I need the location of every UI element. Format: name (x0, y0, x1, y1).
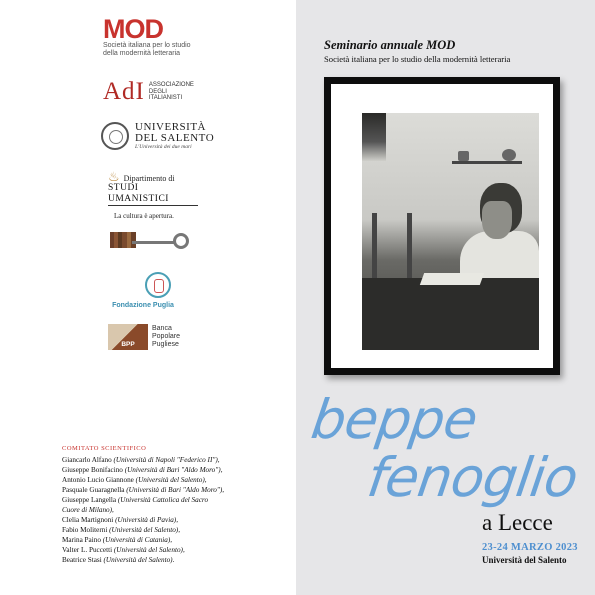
university-seal-icon (101, 122, 129, 150)
unisalento-text (135, 122, 214, 150)
dipartimento-logo (108, 170, 198, 220)
fondazione-puglia-emblem-icon (145, 272, 171, 298)
books-key-logo (110, 230, 190, 258)
committee-title: COMITATO SCIENTIFICO (62, 445, 147, 452)
oil-lamp-icon: ♨ (108, 169, 120, 184)
adi-logo (103, 78, 194, 106)
bpp-line3: Pugliese (152, 341, 179, 348)
picture-mat (331, 84, 553, 368)
unisalento-logo (101, 122, 214, 150)
dipartimento-line1: Dipartimento di (123, 174, 175, 183)
bpp-line1: Banca (152, 325, 172, 332)
books-icon (110, 232, 136, 248)
seminar-title: Seminario annuale MOD (324, 38, 456, 52)
picture-frame (324, 77, 560, 375)
adi-sub-3: ITALIANISTI (148, 95, 183, 102)
photo-shelf (452, 161, 522, 164)
committee-member: Giuseppe Langella (Università Cattolica del Sacro (62, 496, 209, 504)
bpp-name (152, 325, 180, 349)
mod-logo-line2: della modernità letteraria (103, 50, 181, 57)
committee-member: Marina Paino (Università di Catania), (62, 536, 173, 544)
unisalento-line1: UNIVERSITÀ (135, 121, 206, 133)
bpp-line2: Popolare (152, 333, 181, 340)
event-location: a Lecce (482, 510, 553, 535)
bpp-mark: BPP (108, 324, 148, 350)
photo-shelf-item (502, 149, 516, 161)
committee-member: Fabio Moliterni (Università del Salento), (62, 526, 180, 534)
adi-sub-1: ASSOCIAZIONE (148, 82, 194, 89)
adi-logo-subtitle (149, 82, 194, 102)
key-shaft (132, 241, 176, 244)
event-name-line2: fenoglio (363, 446, 582, 509)
committee-member: Giancarlo Alfano (Università di Napoli "Federico II"), (62, 456, 220, 464)
unisalento-motto: L'Università dei due mari (135, 144, 192, 150)
scientific-committee (62, 445, 292, 565)
dipartimento-line2: STUDI UMANISTICI (108, 183, 198, 206)
event-dates: 23-24 MARZO 2023 (482, 542, 578, 553)
committee-member: Valter L. Puccetti (Università del Salento), (62, 546, 185, 554)
mod-logo (103, 16, 223, 58)
photo-chair (372, 213, 412, 283)
seminar-subtitle: Società italiana per lo studio della modernità letteraria (324, 54, 511, 64)
committee-member: Cuore di Milano), (62, 506, 114, 514)
adi-logo-mark: AdI (103, 78, 145, 105)
committee-member: Pasquale Guaragnella (Università di Bari "Aldo Moro"), (62, 486, 225, 494)
dipartimento-tagline: La cultura è apertura. (114, 212, 174, 220)
fondazione-puglia-name: Fondazione Puglia (112, 302, 174, 309)
portrait-photo (362, 113, 539, 350)
photo-shelf-item (458, 151, 469, 161)
committee-member: Beatrice Stasi (Università del Salento). (62, 556, 175, 564)
event-venue: Università del Salento (482, 555, 567, 565)
adi-sub-2: DEGLI (148, 88, 167, 95)
event-name-line1: beppe (307, 388, 481, 451)
unisalento-line2: DEL SALENTO (135, 132, 215, 144)
mod-logo-mark: MOD (103, 14, 163, 44)
bpp-logo (108, 324, 180, 350)
committee-member: Antonio Lucio Giannone (Università del Salento), (62, 476, 207, 484)
fondazione-puglia-logo (112, 272, 198, 309)
key-icon (173, 233, 189, 249)
dipartimento-header (108, 170, 198, 183)
photo-figure-face (482, 201, 512, 239)
photo-paper (420, 273, 484, 285)
photo-table (362, 278, 539, 350)
photo-lamp (362, 113, 386, 161)
committee-member: Clelia Martignoni (Università di Pavia), (62, 516, 178, 524)
committee-member: Giuseppe Bonifacino (Università di Bari "Aldo Moro"), (62, 466, 223, 474)
mod-logo-line1: Società italiana per lo studio (103, 42, 191, 49)
